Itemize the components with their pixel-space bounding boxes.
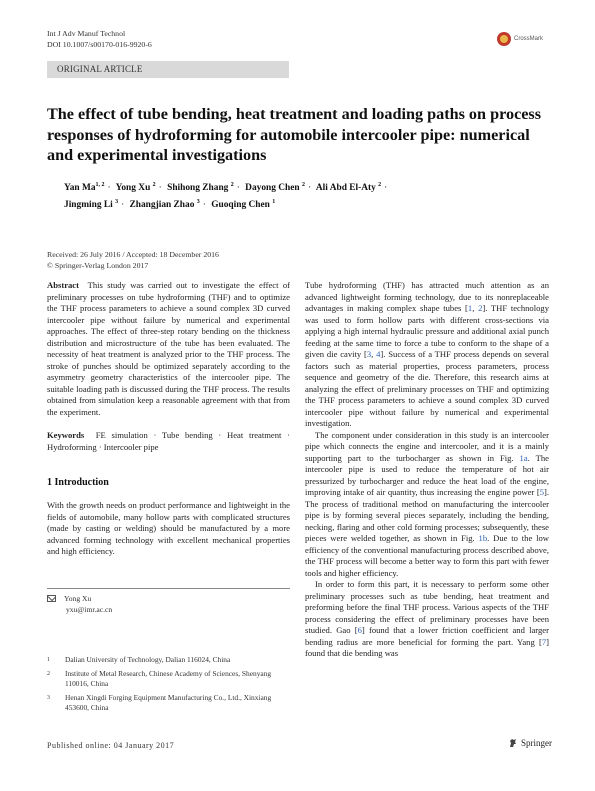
envelope-icon [47, 595, 56, 602]
springer-logo [508, 738, 552, 748]
author[interactable]: Jingming Li $^3$ [64, 198, 119, 210]
citation-link[interactable]: 4 [376, 349, 381, 359]
citation-link[interactable]: 3 [366, 349, 372, 359]
abstract-label: Abstract [47, 280, 79, 290]
author[interactable]: Zhangjian Zhao $^3$ [129, 198, 200, 210]
figure-link[interactable]: 1b [478, 533, 488, 543]
author[interactable]: Ali Abd El-Aty $^2$ [315, 182, 382, 193]
citation-link[interactable]: 1 [467, 303, 473, 313]
crossmark-label: CrossMark [514, 36, 544, 42]
body-paragraph: In order to form this part, it is necessary to perform some other preliminary processes such as tube bending, heat treatment and preforming before the final THF process. Various aspects of the THF process considering the effect of preliminary processes have been studied. Gao [6] found that a lower friction coefficient and larger bending radius are more beneficial for forming the part. Yang [7] found that die bending was [305, 579, 549, 658]
keywords-text: FE simulation · Tube bending · Heat treatment · Hydroforming · Intercooler pipe [47, 430, 290, 452]
affiliation-item: 2 Institute of Metal Research, Chinese Academy of Sciences, Shenyang 110016, China [47, 669, 272, 688]
article-title: The effect of tube bending, heat treatment and loading paths on process responses of hydroforming for automobile intercooler pipe: numerical and experimental investigations [47, 105, 542, 164]
article-type-banner: ORIGINAL ARTICLE [47, 61, 289, 78]
author[interactable]: Shihong Zhang $^2$ [167, 182, 234, 193]
corresponding-name: Yong Xu [64, 594, 92, 603]
crossmark-badge[interactable] [497, 32, 543, 46]
author[interactable]: Yan Ma$^{1, 2}$ [64, 182, 105, 193]
intro-paragraph: With the growth needs on product performance and lightweight in the fields of automobile, many hollow parts with complicated structures (made by casting or welding) should be manufactured by a more advanced forming technology with excellent mechanical properties and high efficiency. [47, 500, 290, 556]
body-paragraph: Tube hydroforming (THF) has attracted much attention as an advanced lightweight forming technology, due to its nonreplaceable advantages in making complex shape tubes [1, 2]. THF technology was used to form hollow parts with different cross-sections via applying a high internal hydraulic pressure and additional axial punch feeding at the same time to force a tube to conform to the shape of a given die cavity [3, 4]. Success of a THF process depends on several factors such as material properties, process parameters, process sequence and geometry of the die. Therefore, this research aims at analyzing the effect of preliminary processes on THF and optimizing the THF process parameters to achieve a sound complex 3D curved intercooler pipe without failure by numerical and experimental investigation. [305, 280, 550, 428]
abstract [47, 280, 290, 418]
body-paragraph: The component under consideration in this study is an intercooler pipe which connects the engine and intercooler, and it is a mainly supporting part to the turbocharger as shown in Fig. 1a. The intercooler pipe is used to reduce the temperature of hot air pressurized by turbocharger and reduce the heat load of the engine, improving intake of air quantity, thus increasing the engine power [5]. The process of traditional method on manufacturing the intercooler pipe is by forming several pieces separately, including the bending, necking, flaring and other cold forming processes; subsequently, these pieces were welded together, as shown in Fig. 1b. Due to the low efficiency of the conventional manufacturing process described above, the THF process will become a better way to form this part with fewer tools and higher efficiency. [305, 429, 550, 578]
published-online: Published online: 04 January 2017 [47, 741, 175, 750]
right-column [305, 280, 549, 660]
left-column [47, 280, 290, 558]
citation-link[interactable]: 7 [541, 636, 547, 647]
corresponding-email[interactable]: yxu@imr.ac.cn [66, 604, 113, 614]
affiliations [47, 655, 290, 717]
journal-header [47, 28, 152, 50]
springer-horse-icon [508, 738, 518, 748]
affiliation-item: 1 Dalian University of Technology, Dalian 116024, China [47, 655, 231, 664]
author[interactable]: Yong Xu $^2$ [115, 182, 156, 193]
figure-link[interactable]: 1a [519, 452, 528, 463]
crossmark-icon [497, 32, 511, 46]
citation-link[interactable]: 5 [539, 487, 544, 497]
corresponding-author [47, 588, 290, 615]
journal-name: Int J Adv Manuf Technol [47, 29, 126, 38]
springer-label: Springer [521, 738, 552, 748]
keywords-label: Keywords [47, 430, 85, 440]
received-accepted: Received: 26 July 2016 / Accepted: 18 December 2016 [47, 250, 219, 259]
keywords [47, 430, 290, 453]
doi[interactable]: DOI 10.1007/s00170-016-9920-6 [47, 40, 152, 49]
affiliation-item: 3 Henan Xingdi Forging Equipment Manufacturing Co., Ltd., Xinxiang 453600, China [47, 693, 272, 712]
dates-block [47, 249, 219, 271]
abstract-text: This study was carried out to investigate the effect of preliminary processes on tube hydroforming (THF) and to optimize the THF process parameters to achieve a sound complex 3D curved intercooler pipe without failure by numerical and experimental approaches. The effect of three-step rotary bending on the thickness distribution and microstructure of the tube has been evaluated. The necessity of heat treatment is analyzed prior to the THF process. The stroke of punches should be optimized separately according to the asymmetry geometry characteristics of the intercooler pipe. The suitable loading path is discussed during the THF process. The results obtained from simulation keep a reasonable agreement with that from the experiment. [47, 280, 290, 417]
citation-link[interactable]: 6 [357, 625, 362, 635]
citation-link[interactable]: 2 [478, 303, 483, 313]
section-heading-introduction: 1 Introduction [47, 477, 109, 488]
author[interactable]: Guoqing Chen $^1$ [211, 198, 276, 210]
author-list: Yan Ma$^{1, 2}$ · Yong Xu $^2$ · Shihong Zhang $^2$ · Dayong Chen $^2$ · Ali Abd El-Aty $^2$ · Jingming Li $^3$ · Zhangjian Zhao $^3$ · Guoqing Chen $^1$ [64, 182, 388, 210]
author[interactable]: Dayong Chen $^2$ [245, 182, 305, 193]
copyright: © Springer-Verlag London 2017 [47, 261, 149, 270]
